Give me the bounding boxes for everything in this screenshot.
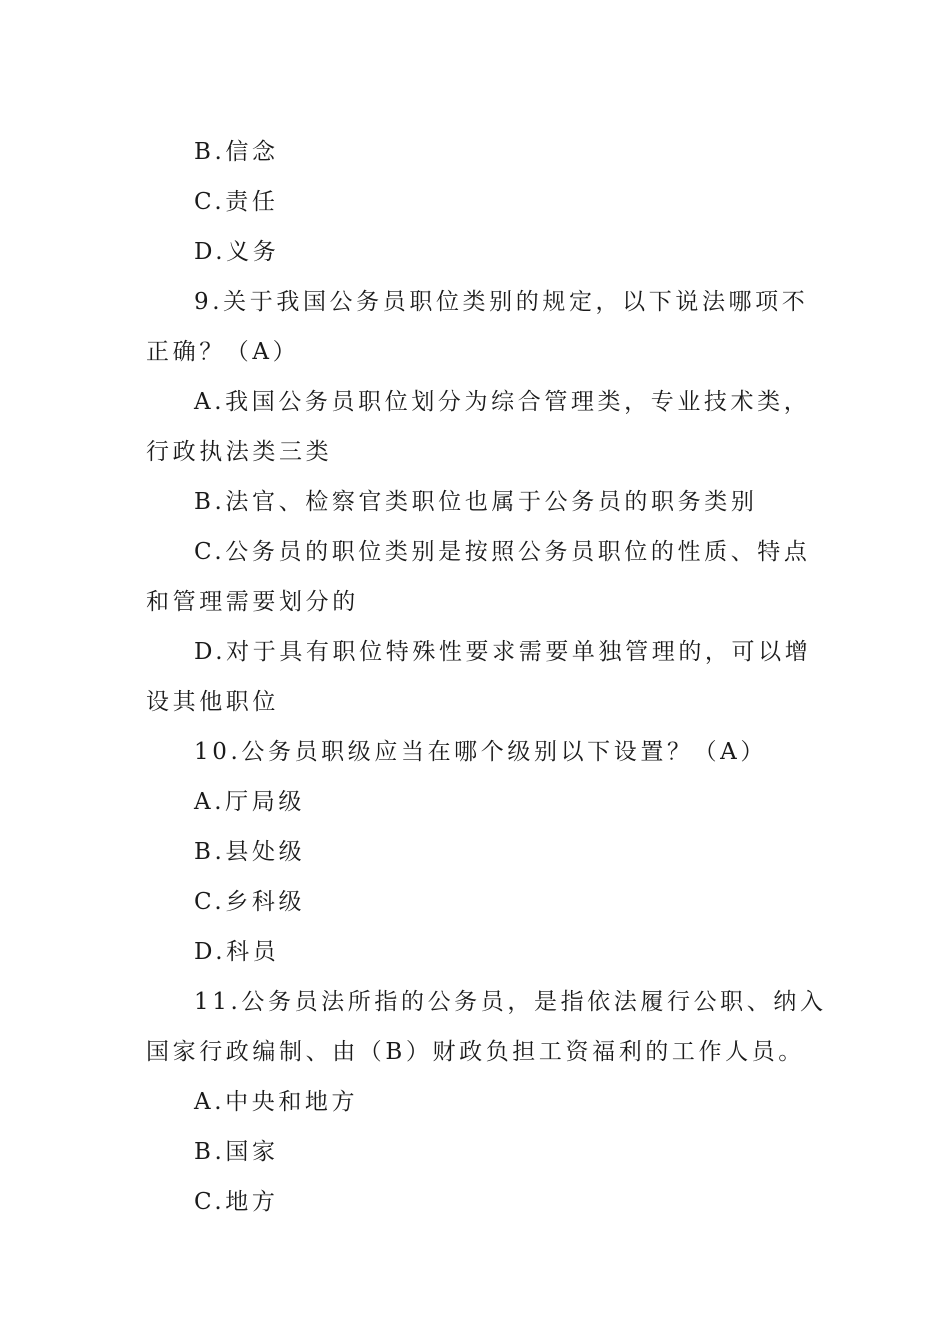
option-line: D.对于具有职位特殊性要求需要单独管理的，可以增: [194, 639, 812, 665]
option-line: A.厅局级: [194, 789, 305, 815]
option-line: C.地方: [194, 1189, 279, 1215]
question-line: 10.公务员职级应当在哪个级别以下设置？（A）: [194, 739, 767, 765]
option-line: C.责任: [194, 189, 279, 215]
question-line: 9.关于我国公务员职位类别的规定，以下说法哪项不: [194, 289, 809, 315]
option-line: B.国家: [194, 1139, 279, 1165]
question-continuation-line: 正确？（A）: [146, 339, 300, 365]
option-line: D.义务: [194, 239, 280, 265]
option-line: A.我国公务员职位划分为综合管理类，专业技术类，: [194, 389, 811, 415]
option-line: D.科员: [194, 939, 280, 965]
option-line: B.法官、检察官类职位也属于公务员的职务类别: [194, 489, 758, 515]
question-line: 11.公务员法所指的公务员，是指依法履行公职、纳入: [194, 989, 827, 1015]
option-continuation-line: 和管理需要划分的: [146, 589, 359, 615]
question-continuation-line: 国家行政编制、由（B）财政负担工资福利的工作人员。: [146, 1039, 805, 1065]
option-line: C.乡科级: [194, 889, 306, 915]
option-line: A.中央和地方: [194, 1089, 359, 1115]
option-line: B.县处级: [194, 839, 306, 865]
option-continuation-line: 设其他职位: [146, 689, 279, 715]
option-line: C.公务员的职位类别是按照公务员职位的性质、特点: [194, 539, 811, 565]
document-body: [146, 127, 827, 1227]
option-continuation-line: 行政执法类三类: [146, 439, 333, 465]
option-line: B.信念: [194, 139, 279, 165]
